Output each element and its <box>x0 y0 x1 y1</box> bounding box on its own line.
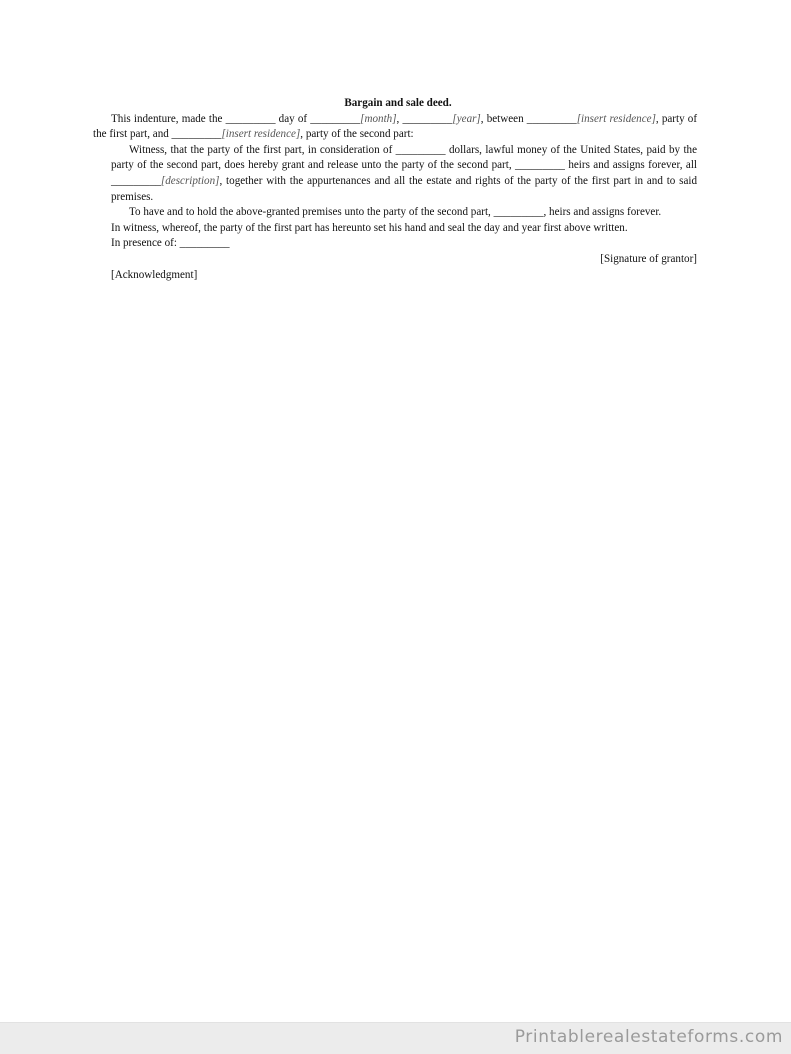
paragraph-witness <box>93 143 697 205</box>
description-placeholder: [description] <box>160 174 220 187</box>
indenture-text-4: , party of the first part, and _________ <box>93 112 698 141</box>
presence-line: In presence of: _________ <box>111 237 230 250</box>
first-residence-placeholder: [insert residence] <box>576 112 656 125</box>
indenture-text-1: This indenture, made the _________ day of _________ <box>111 112 361 125</box>
deed-document <box>93 96 697 283</box>
document-title: Bargain and sale deed. <box>344 97 452 109</box>
signature-line: [Signature of grantor] <box>600 252 697 265</box>
indenture-text-2: , _________ <box>396 112 453 125</box>
year-placeholder: [year] <box>452 112 481 125</box>
acknowledgment-line: [Acknowledgment] <box>111 268 198 281</box>
footer-bar <box>0 1022 791 1054</box>
habendum-text: To have and to hold the above-granted premises unto the party of the second part, _________, heirs and assigns forever. <box>129 206 662 219</box>
paragraph-in-witness: In witness, whereof, the party of the first part has hereunto set his hand and seal the day and year first above written. <box>111 221 628 234</box>
witness-text-2: , together with the appurtenances and all the estate and rights of the party of the first part in and to said premises. <box>111 174 697 203</box>
site-watermark: Printablerealestateforms.com <box>514 1027 783 1047</box>
second-residence-placeholder: [insert residence] <box>221 128 301 141</box>
paragraph-habendum <box>93 205 697 221</box>
paragraph-indenture <box>93 112 697 143</box>
witness-text-1: Witness, that the party of the first part, in consideration of _________ dollars, lawful money of the United States, paid by the party of the second part, does hereby grant and release unto the party of the second part, _________ heirs and assigns forever, all _________ <box>111 143 697 187</box>
indenture-text-5: , party of the second part: <box>300 128 414 141</box>
indenture-text-3: , between _________ <box>480 112 577 125</box>
month-placeholder: [month] <box>360 112 397 125</box>
